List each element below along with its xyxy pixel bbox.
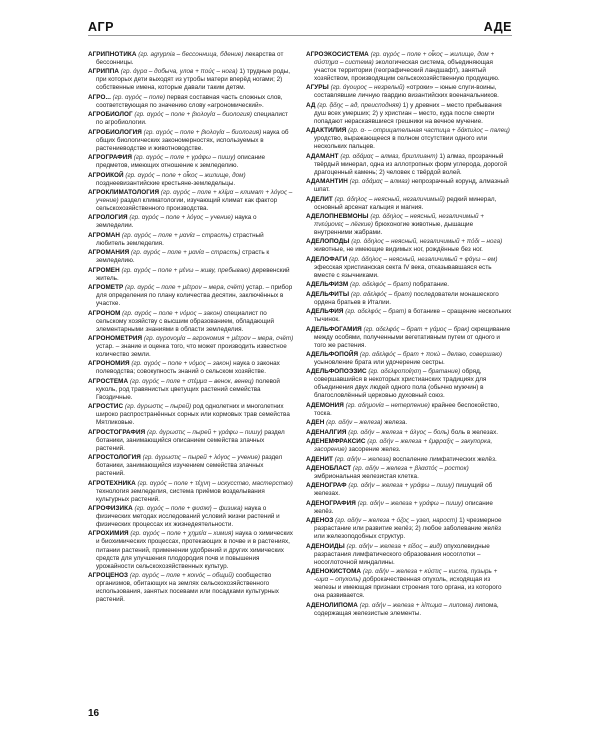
entry-headword: АДЕНОБЛАСТ [306, 464, 352, 472]
dictionary-entry [88, 172, 294, 188]
entry-definition: полевой куколь, род травянистых цветущих растений семейства Гвоздичные. [96, 377, 280, 401]
entry-etymology: (гр. αδήν – железа + είδος – вид) [344, 542, 442, 550]
entry-definition: технология земледелия, система приёмов возделывания культурных растений. [96, 487, 265, 503]
entry-etymology: (гр. αγρός – поле + στέμμα – венок, венец) [128, 377, 254, 385]
entry-etymology: (гр. αδήν – железа) [324, 419, 383, 427]
entry-headword: АГРИППА [88, 68, 120, 76]
dictionary-entry [88, 505, 294, 529]
entry-definition: железа. [382, 419, 408, 427]
entry-headword: АДЕНАЛГИЯ [306, 428, 347, 436]
entry-headword: АДЕЛЬФИТЫ [306, 290, 350, 298]
entry-definition: непрозрачный корунд, алмазный шпат. [314, 178, 509, 194]
dictionary-entry [306, 402, 512, 418]
entry-headword: АДЕНОИДЫ [306, 542, 345, 550]
entry-etymology: (гр. άδηλος – неясный, незаличимый + πνεύμονες – лёгкие) [314, 213, 485, 229]
entry-definition: крайнее беспокойство, тоска. [314, 401, 500, 417]
dictionary-entry [88, 403, 294, 427]
dictionary-entry [88, 360, 294, 376]
entry-definition: в ботанике – сращение нескольких тычинок. [314, 308, 512, 324]
dictionary-entry [88, 572, 294, 604]
entry-definition: брюхоногие животные, дышащие внутренними жабрами. [314, 221, 474, 237]
dictionary-entry [88, 310, 294, 334]
entry-headword: АДАМАНТИН [306, 178, 348, 186]
entry-definition: опухолевидные разрастания лимфатического образования носоглотки – носоглоточной миндалины. [314, 542, 490, 566]
entry-etymology: (гр. αγρός – поле + οἶκος – жилище, дом) [123, 171, 246, 179]
entry-headword: АГРОХИМИЯ [88, 530, 129, 538]
entry-definition: род однолетних и многолетних широко распространённых сорных или кормовых трав семейства Мятликовые. [96, 403, 290, 427]
entry-definition: первая составная часть сложных слов, соответствующая по значению слову «агрономический». [96, 93, 283, 109]
header-left-guideword: АГР [88, 20, 114, 34]
dictionary-entry [88, 249, 294, 265]
entry-headword: АГРОНОМИЯ [88, 360, 130, 368]
dictionary-entry [306, 102, 512, 126]
entry-headword: АГРОКЛИМАТОЛОГИЯ [88, 188, 160, 196]
entry-definition: 1) алмаз, прозрачный твёрдый минерал, одна из аллотропных форм углерода, дорогой драгоценный камень; 2) человек с твёрдой волей. [314, 152, 508, 176]
entry-definition: «отроки» – юные слуги-воины, составлявшие личную гвардию византийских военачальников. [314, 84, 499, 100]
entry-etymology: (гр. αδελφός – брат) [348, 281, 412, 289]
entry-definition: описание желёз. [314, 499, 493, 515]
entry-headword: АГРОТЕХНИКА [88, 479, 136, 487]
entry-etymology: (гр. αγρός – поле + μένω – живу, пребываю) [119, 266, 251, 274]
entry-definition: сообщество организмов, обитающих на землях сельскохозяйственного использования, занятых посевами или посадками культурных растений. [96, 571, 279, 603]
entry-etymology: (гр. αγρός – поле + λόγος – учение) [127, 214, 233, 222]
entry-definition: 1) чрезмерное разрастание или развитие желёз; 2) любое заболевание желёз или железоподобных структур. [314, 517, 502, 541]
entry-headword: АГРОСТИС [88, 403, 124, 411]
entry-headword: АДЕН [306, 419, 325, 427]
dictionary-entry [306, 602, 512, 618]
entry-definition: усыновление брата или удочерение сестры. [314, 359, 445, 367]
entry-headword: АДЕЛОПОДЫ [306, 238, 350, 246]
entry-definition: 1) у древних – место пребывания душ всех умерших; 2) у христиан – место, куда после смерти попадают нераскаявшиеся грешники на вечное мучение. [314, 101, 502, 125]
entry-headword: АДЕНОЛИПОМА [306, 601, 358, 609]
entry-headword: АГРОМЕН [88, 266, 120, 274]
entry-etymology: (гр. α- – отрицательная частица + δάκτυλος – палец) [346, 127, 510, 135]
entry-etymology: (гр. αγρός – поле + μανία – страсть) [129, 249, 241, 257]
entry-definition: устар. – прибор для определения по плану количества десятин, заключённых в участке. [96, 284, 293, 308]
entry-definition: скрещивание между особями, полученными вегетативным путем от одного и того же растения. [314, 325, 511, 349]
dictionary-entry [306, 500, 512, 516]
dictionary-entry [88, 267, 294, 283]
header-rule [88, 35, 512, 36]
entry-headword: АГРОМАН [88, 231, 121, 239]
dictionary-entry [306, 238, 512, 254]
entry-definition: редкий минерал, основный арсенат кальция и магния. [314, 195, 497, 211]
dictionary-entry [306, 351, 512, 367]
entry-headword: АДЕНОГРАФИЯ [306, 499, 356, 507]
entry-etymology: (гр. αδήν – железа + όζος – узел, нарост) [333, 517, 458, 525]
entry-headword: АГРОСТОЛОГИЯ [88, 454, 141, 462]
dictionary-entry [306, 419, 512, 427]
entry-etymology: (гр. αγρονομία – агрономия + μέτρον – мера, счёт) [142, 334, 294, 342]
entry-headword: АДЕНОКИСТОМА [306, 568, 362, 576]
entry-definition: липома, содержащая железистые элементы. [314, 601, 499, 617]
dictionary-entry [306, 256, 512, 280]
entry-definition: доброкачественная опухоль, исходящая из железы и имеющая признаки строения того органа, из которого она развивается. [314, 576, 502, 600]
entry-etymology: (гр. άδηλος – неясный, незаличимый) [332, 195, 445, 203]
dictionary-entry [88, 94, 294, 110]
entry-headword: АДЕЛЬФОПОЭЗИС [306, 368, 367, 376]
entry-definition: наука об общих биологических закономерностях, используемых в растениеводстве и животноводстве. [96, 128, 289, 152]
entry-definition: страсть к земледелию. [96, 249, 270, 265]
entry-headword: АГРОБИОЛОГИЯ [88, 128, 142, 136]
entry-etymology: (гр. αδήν – железа + άλγος – боль) [346, 428, 450, 436]
entry-definition: пишущий об железах. [314, 482, 493, 498]
entry-headword: АГРОИКОЙ [88, 171, 124, 179]
entry-headword: АДАКТИЛИЯ [306, 127, 347, 135]
text-columns [88, 51, 512, 619]
entry-etymology: (гр. αγρός – поле + νόμος – закон) [129, 360, 232, 368]
dictionary-entry [88, 189, 294, 213]
entry-etymology: (гр. αγρός – поле + χημεία – химия) [128, 530, 234, 538]
entry-definition: экологическая система, объединяющая участок территории (географический ландшафт), занятый хозяйством, производящим сельскохозяйственную продукцию. [314, 59, 500, 83]
running-header [88, 6, 512, 36]
dictionary-entry [88, 530, 294, 570]
entry-etymology: (гр. αδήν – железа) [332, 455, 392, 463]
dictionary-entry [88, 214, 294, 230]
entry-etymology: (гр. αγρός – поле + βιολογία – биология) [141, 128, 262, 136]
entry-headword: АГУРЫ [306, 84, 329, 92]
entry-headword: АГРОЛОГИЯ [88, 214, 128, 222]
entry-headword: АГРИПНОТИКА [88, 51, 137, 58]
entry-etymology: (гр. αδάμας – алмаз) [347, 178, 410, 186]
dictionary-entry [306, 51, 512, 83]
entry-etymology: (гр. αδελφός – брат + γάμος – брак) [361, 325, 470, 333]
entry-headword: АГРОНОМЕТРИЯ [88, 334, 143, 342]
entry-definition: специалист по сельскому хозяйству с высшим образованием, обладающий элементарными знаниями в области земледелия. [96, 309, 275, 333]
dictionary-entry [306, 84, 512, 100]
dictionary-entry [306, 543, 512, 567]
entry-definition: последователи монашеского ордена братьев в Италии. [314, 290, 499, 306]
entry-definition: уродство, выражающееся в полном отсутствии одного или нескольких пальцев. [314, 135, 488, 151]
entry-definition: обряд, совершавшийся в некоторых христианских традициях для объединения двух людей одного пола (обычно мужчин) в благословлённый церковью духовный союз. [314, 368, 487, 400]
dictionary-entry [88, 454, 294, 478]
entry-headword: АДЕЛЬФОГАМИЯ [306, 325, 362, 333]
entry-definition: раздел ботаники, занимающийся изучением семейства злачных растений. [96, 454, 283, 478]
entry-etymology: (гр. αγρός – поле + κλίμα – климат + λόγος – учение) [96, 188, 293, 204]
entry-definition: воспаление лимфатических желёз. [391, 455, 497, 463]
entry-headword: АДЕЛЬФИЗМ [306, 281, 349, 289]
entry-headword: АДАМАНТ [306, 152, 339, 160]
dictionary-entry [306, 153, 512, 177]
entry-etymology: (гр. άγρωστις – пырей + γράφω – пишу) [145, 428, 263, 436]
entry-etymology: (гр. αδελφοποίηση – братание) [366, 368, 461, 376]
entry-headword: АДЕЛОПНЕВМОНЫ [306, 213, 369, 221]
entry-definition: наука о земледелии. [96, 214, 257, 230]
entry-etymology: (гр. αγρός – поле + βιολογία – биология) [132, 111, 253, 119]
entry-etymology: (гр. αγρός – поле + φυσική – физика) [132, 505, 243, 513]
entry-headword: АД [306, 101, 316, 109]
dictionary-entry [88, 284, 294, 308]
entry-definition: специалист по агробиологии. [96, 111, 288, 127]
entry-headword: АДЕЛЬФОПОЙЯ [306, 351, 359, 359]
dictionary-entry [306, 368, 512, 400]
dictionary-entry [306, 568, 512, 600]
entry-definition: описание предметов, имеющих отношение к земледелию. [96, 154, 266, 170]
dictionary-entry [88, 429, 294, 453]
entry-definition: побратание. [411, 281, 450, 289]
entry-etymology: (гр. αδήν – железа + γράφω – пишу) [346, 482, 455, 490]
dictionary-entry [88, 129, 294, 153]
dictionary-entry [88, 111, 294, 127]
entry-etymology: (гр. αδάμας – алмаз, бриллиант) [338, 152, 438, 160]
entry-definition: деревенский житель. [96, 266, 290, 282]
dictionary-entry [88, 480, 294, 504]
entry-etymology: (гр. agrypnia – бессонница, бдение) [136, 51, 244, 58]
entry-etymology: (гр. άγουρος – незрелый) [328, 84, 405, 92]
entry-headword: АДЕЛОФАГИ [306, 255, 348, 263]
dictionary-entry [306, 465, 512, 481]
entry-etymology: (гр. άδηλος – неясный, незаличимый + φάγω – ем) [347, 255, 498, 263]
dictionary-entry [88, 232, 294, 248]
entry-etymology: (гр. άγρα – добыча, улов + πούς – нога) [119, 68, 238, 76]
entry-etymology: (гр. άγρωστις – пырей + λόγος – учение) [140, 454, 260, 462]
dictionary-entry [306, 429, 512, 437]
entry-definition: раздел климатологии, изучающий климат как фактор сельскохозяйственного производства. [96, 197, 278, 213]
entry-etymology: (гр. αγρός – поле + γράφω – пишу) [132, 154, 236, 162]
entry-etymology: (гр. αγρός – поле) [110, 93, 166, 101]
entry-definition: 1) трудные роды, при которых дети выходят из утробы матери вперёд ногами; 2) собственные имена, которые давали таким детям. [96, 68, 291, 92]
dictionary-entry [88, 335, 294, 359]
entry-headword: АГРОСТЕМА [88, 377, 129, 385]
entry-definition: наука о законах полеводства; совокупность знаний о сельском хозяйстве. [96, 360, 280, 376]
entry-definition: животные, не имеющие видимых ног, рождённые без ног. [314, 246, 483, 254]
entry-definition: лекарства от бессонницы. [96, 51, 284, 67]
entry-headword: АДЕНИТ [306, 455, 333, 463]
entry-headword: АГРОМАНИЯ [88, 249, 130, 257]
dictionary-entry [306, 291, 512, 307]
header-right-guideword: АДЕ [483, 20, 512, 34]
entry-headword: АГРОЭКОСИСТЕМА [306, 51, 369, 58]
entry-etymology: (гр. αγρός – поле + κοινός – общий) [128, 571, 234, 579]
entry-etymology: (гр. αγρός – поле + τέχνη – искусство, мастерство) [135, 479, 293, 487]
entry-definition: эфесская христианская секта IV века, отказывавшаяся есть вместе с язычниками. [314, 263, 492, 279]
entry-headword: АДЕМОНИЯ [306, 401, 344, 409]
entry-etymology: (гр. αδελφός – брат + ποιώ – делаю, совершаю) [358, 351, 502, 359]
entry-headword: АДЕНЕМФРАКСИС [306, 438, 366, 446]
entry-headword: АГРОСТОГРАФИЯ [88, 428, 146, 436]
entry-etymology: (гр. αδήν – железа + λίπωμα – липома) [357, 601, 474, 609]
entry-etymology: (гр. αδήν – железа + έμφραξις – закупорка, засорение) [314, 438, 493, 454]
entry-headword: АГРО... [88, 93, 111, 101]
entry-definition: засорение желез. [346, 446, 401, 454]
entry-definition: страстный любитель земледелия. [96, 231, 264, 247]
entry-definition: устар. – знание и оценка того, что может производить известное количество земли. [96, 343, 287, 359]
entry-headword: АДЕЛЬФИЯ [306, 308, 344, 316]
entry-etymology: (гр. αγρός – поле + οἶκος – жилище, дом + σύστημα – система) [314, 51, 495, 67]
entry-definition: наука о физических методах исследований условий жизни растений и физических процессах их жизнедеятельности. [96, 505, 280, 529]
entry-definition: раздел ботаники, занимающийся описанием семейства злачных растений. [96, 428, 285, 452]
entry-etymology: (гр. άγρωστις – пырей) [123, 403, 192, 411]
page-number: 16 [88, 708, 100, 719]
entry-etymology: (гр. αδελφός – брат) [349, 290, 412, 298]
dictionary-entry [306, 308, 512, 324]
dictionary-entry [306, 456, 512, 464]
entry-etymology: (гр. άδηλος – неясный, незаличимый + πόδι – нога) [349, 238, 503, 246]
dictionary-entry [306, 438, 512, 454]
entry-etymology: (гр. αδήν – железа + γράφω – пишу) [355, 499, 464, 507]
entry-etymology: (гр. ᾅδης – ад, преисподняя) [315, 101, 402, 109]
entry-headword: АГРОМЕТР [88, 284, 124, 292]
left-column [88, 51, 294, 619]
dictionary-entry [306, 281, 512, 289]
dictionary-entry [88, 154, 294, 170]
entry-etymology: (гр. αδήν – железа + βλαστός – росток) [351, 464, 469, 472]
right-column [306, 51, 512, 619]
entry-headword: АДЕНОЗ [306, 517, 334, 525]
dictionary-entry [306, 482, 512, 498]
entry-definition: позднеевизантийские крестьяне-земледельцы. [96, 179, 236, 187]
entry-headword: АГРОНОМ [88, 309, 121, 317]
entry-headword: АГРОГРАФИЯ [88, 154, 132, 162]
dictionary-entry [88, 68, 294, 92]
dictionary-entry [88, 51, 294, 67]
dictionary-entry [306, 213, 512, 237]
entry-etymology: (гр. αδελφός – брат) [343, 308, 407, 316]
dictionary-entry [306, 127, 512, 151]
entry-headword: АГРОЦЕНОЗ [88, 571, 129, 579]
entry-definition: эмбриональная железистая клетка. [314, 472, 419, 480]
dictionary-entry [306, 517, 512, 541]
entry-headword: АГРОБИОЛОГ [88, 111, 133, 119]
entry-etymology: (гр. αδήν – железа + κύστις – киста, пузырь + -ωμα – опухоль) [314, 568, 498, 584]
entry-definition: боль в железах. [449, 428, 499, 436]
dictionary-entry [306, 326, 512, 350]
entry-etymology: (гр. αγρός – поле + μανία – страсть) [120, 231, 232, 239]
dictionary-entry [88, 378, 294, 402]
entry-headword: АДЕНОГРАФ [306, 482, 347, 490]
entry-etymology: (гр. αγρός – поле + νόμος – закон) [120, 309, 223, 317]
entry-etymology: (гр. αγρός – поле + μέτρον – мера, счёт) [123, 284, 245, 292]
entry-etymology: (гр. αδημονία – нетерпение) [343, 401, 430, 409]
dictionary-entry [306, 178, 512, 194]
entry-definition: наука о химических и биохимических процессах, протекающих в почве и в растениях, питании растений, применении удобрений и других химических средств для улучшения плодородия почв и повышения урожайности сельскохозяйственных культур. [96, 530, 293, 570]
entry-headword: АДЕЛИТ [306, 195, 333, 203]
dictionary-entry [306, 196, 512, 212]
entry-headword: АГРОФИЗИКА [88, 505, 133, 513]
